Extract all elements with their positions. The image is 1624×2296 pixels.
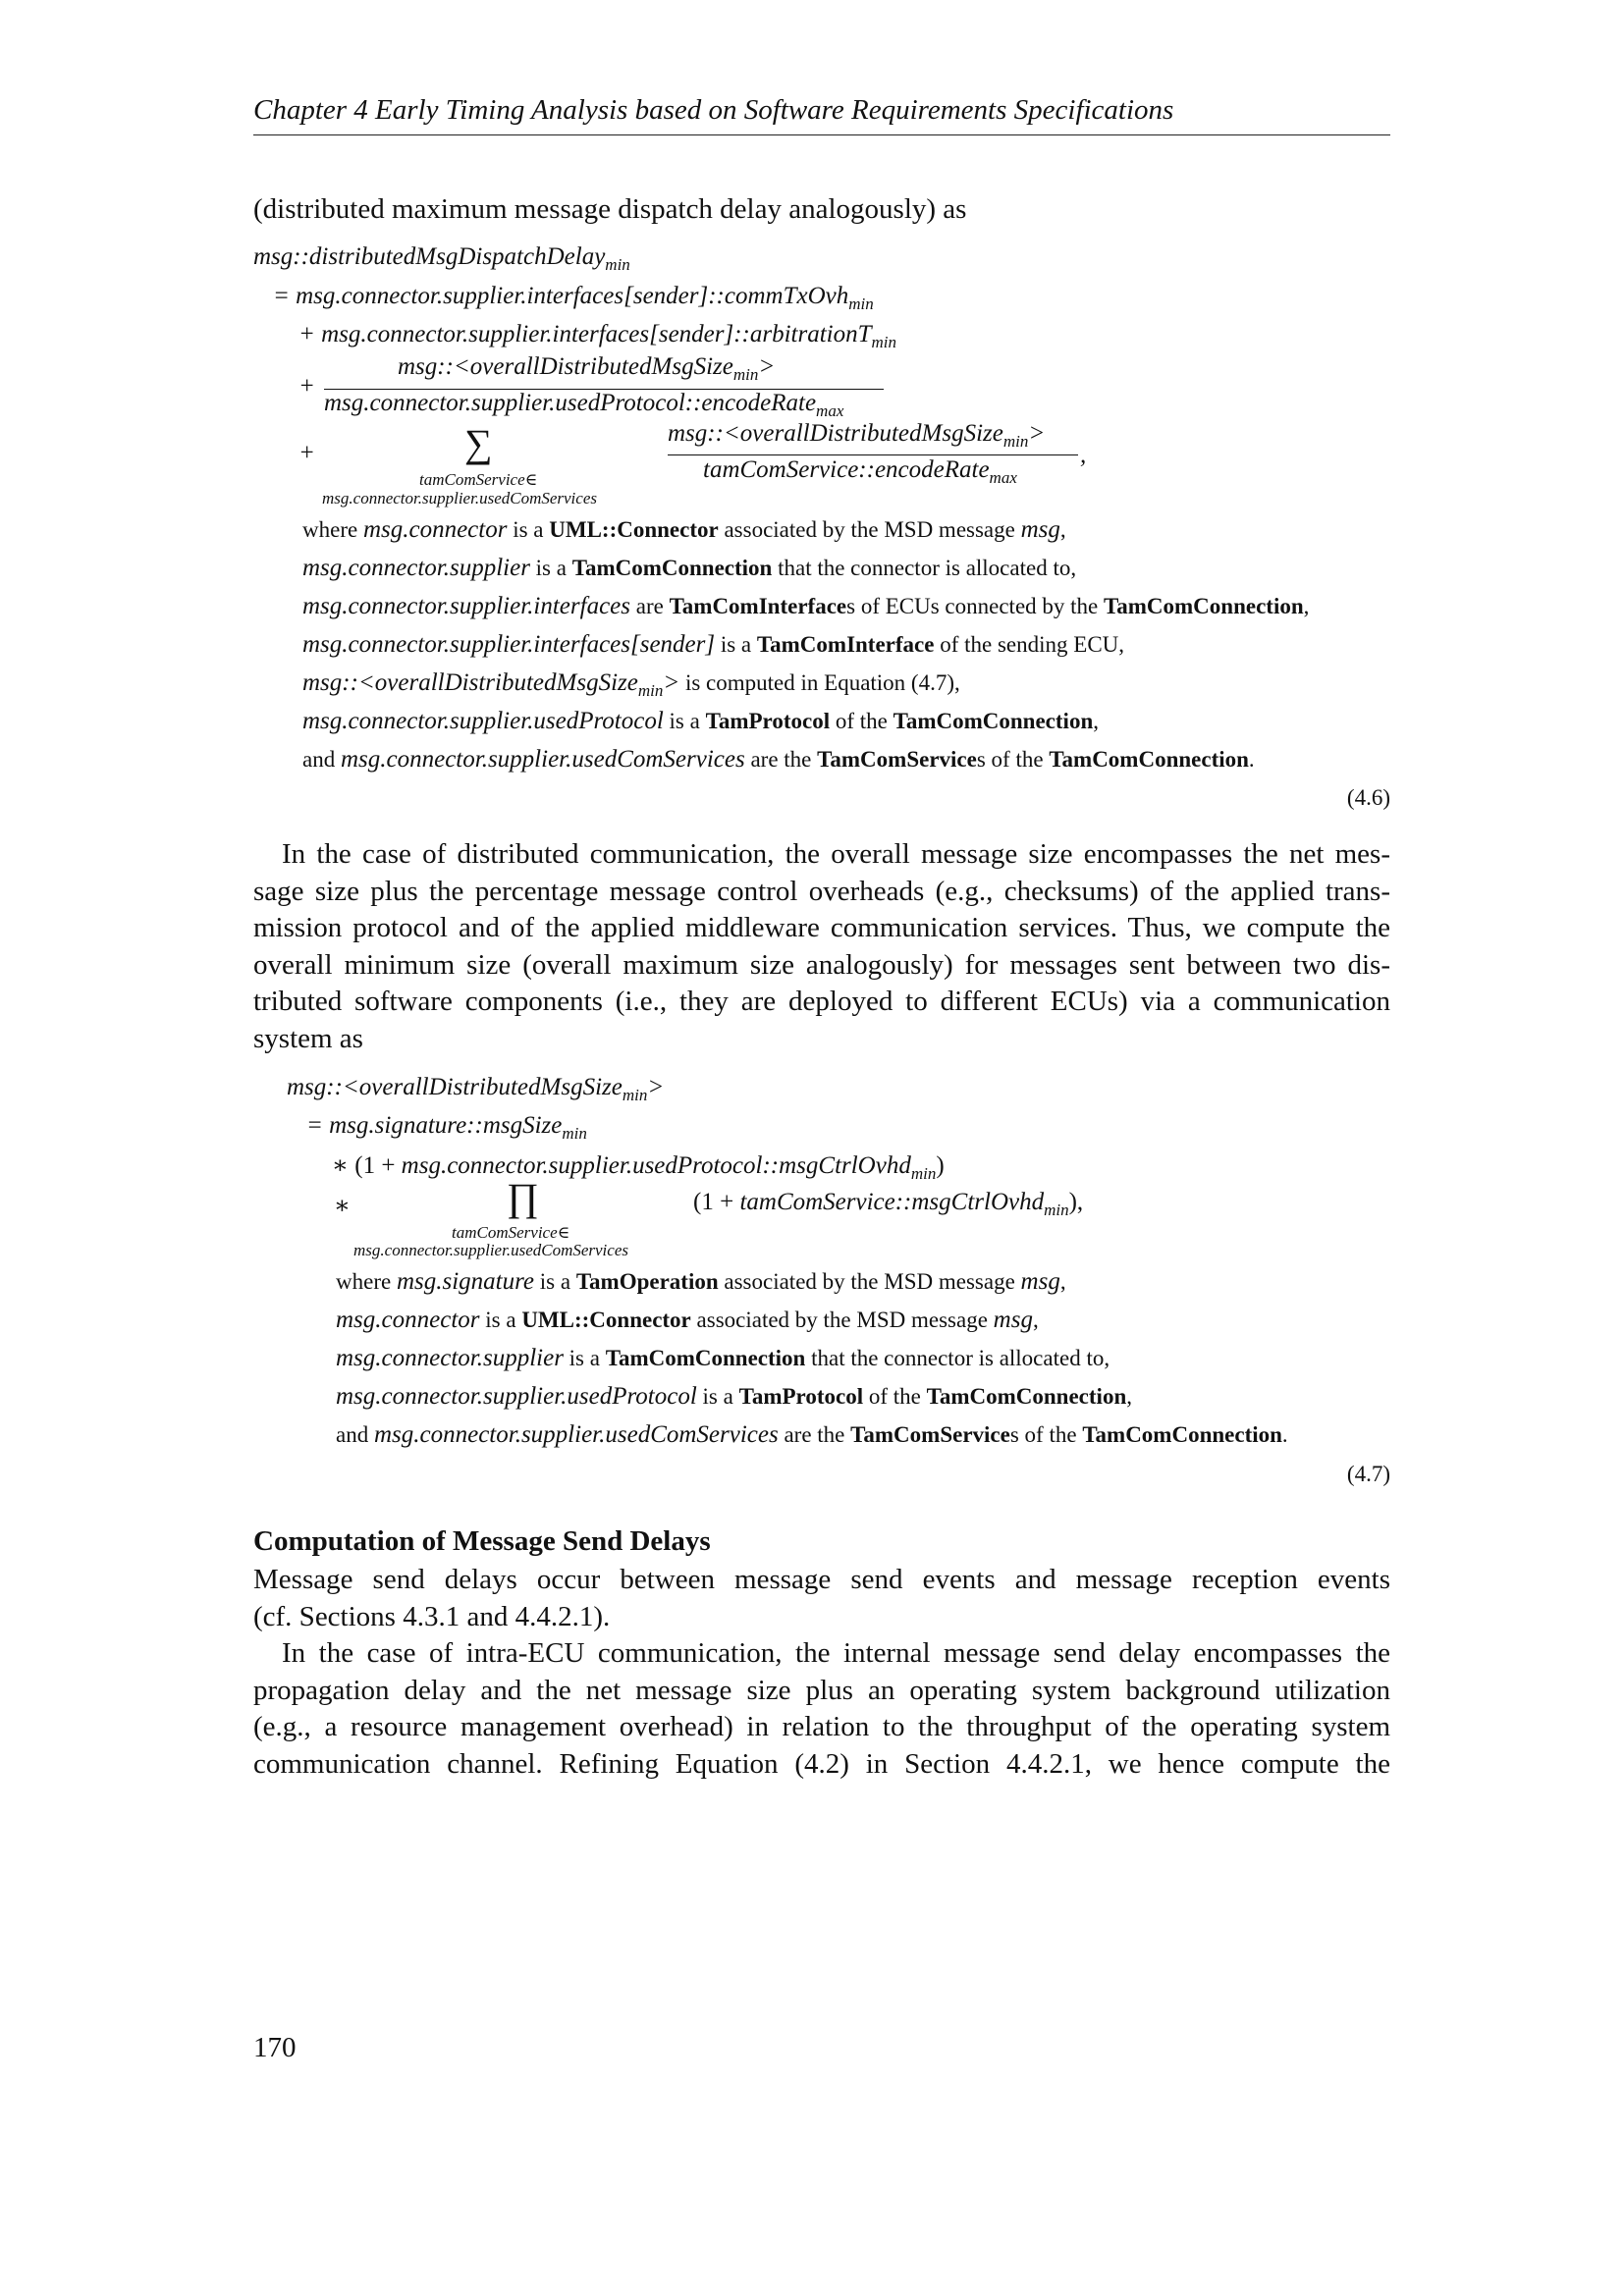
para2-line: Message send delays occur between message send events and message reception events <box>253 1564 1390 1595</box>
eq46-sum-lower-2: msg.connector.supplier.usedComServices <box>322 489 597 507</box>
eq47-where-line-1: where msg.signature is a TamOperation associated by the MSD message msg, <box>336 1268 1066 1295</box>
eq46-lhs: msg::distributedMsgDispatchDelay$_{min}$ <box>253 243 630 274</box>
eq46-comma: , <box>1080 442 1087 468</box>
eq46-where-line-7: and msg.connector.supplier.usedComServices are the TamComServices of the TamComConnection. <box>302 746 1255 773</box>
eq46-frac2-denominator: tamComService::encodeRate$_{max}$ <box>703 456 1017 487</box>
eq47-where-line-5: and msg.connector.supplier.usedComServices are the TamComServices of the TamComConnection. <box>336 1421 1288 1448</box>
eq46-plus-2: + <box>298 440 315 466</box>
eq46-sum-symbol: ∑ <box>464 421 493 465</box>
para1-line: system as <box>253 1022 363 1054</box>
paragraph-intra-ecu <box>253 1635 1390 1783</box>
running-head: Chapter 4 Early Timing Analysis based on Software Requirements Specifications <box>253 94 1174 126</box>
eq47-where-line-4: msg.connector.supplier.usedProtocol is a TamProtocol of the TamComConnection, <box>336 1383 1132 1410</box>
para1-line: sage size plus the percentage message control overheads (e.g., checksums) of the applied trans- <box>253 875 1390 907</box>
eq47-where-line-3: msg.connector.supplier is a TamComConnection that the connector is allocated to, <box>336 1345 1110 1371</box>
eq47-product-lower-1: tamComService∈ <box>452 1223 570 1242</box>
eq46-term2: + msg.connector.supplier.interfaces[sender]::arbitrationT$_{min}$ <box>298 321 897 351</box>
eq46-number: (4.6) <box>1346 785 1390 810</box>
eq47-product-lower-2: msg.connector.supplier.usedComServices <box>353 1241 628 1259</box>
page-number: 170 <box>253 2032 297 2063</box>
para1-line: mission protocol and of the applied middleware communication services. Thus, we compute the <box>253 912 1390 944</box>
eq47-product-symbol: ∏ <box>507 1175 539 1219</box>
eq47-star: ∗ <box>334 1193 351 1219</box>
para3-line: propagation delay and the net message size plus an operating system background utilization <box>253 1674 1390 1706</box>
paragraph-overall-msg-size <box>253 836 1390 1058</box>
eq47-lhs: msg::<overallDistributedMsgSize$_{min}$> <box>287 1074 665 1104</box>
para2-line: (cf. Sections 4.3.1 and 4.4.2.1). <box>253 1600 611 1632</box>
eq46-frac1-numerator: msg::<overallDistributedMsgSize$_{min}$> <box>398 353 776 384</box>
eq46-sum-lower-1: tamComService∈ <box>419 470 538 489</box>
para1-line: overall minimum size (overall maximum size analogously) for messages sent between two dis- <box>253 948 1390 981</box>
eq46-frac1-denominator: msg.connector.supplier.usedProtocol::encodeRate$_{max}$ <box>324 390 844 420</box>
eq46-where-line-1: where msg.connector is a UML::Connector associated by the MSD message msg, <box>302 516 1066 543</box>
header-rule <box>253 134 1390 135</box>
eq47-term3: (1 + tamComService::msgCtrlOvhd$_{min}$), <box>693 1189 1084 1219</box>
para3-line: communication channel. Refining Equation (4.2) in Section 4.4.2.1, we hence compute the <box>253 1747 1390 1780</box>
paragraph-send-delays <box>253 1562 1390 1635</box>
section-heading: Computation of Message Send Delays <box>253 1525 711 1557</box>
para1-line: In the case of distributed communication, the overall message size encompasses the net mes- <box>282 838 1390 870</box>
eq46-plus-1: + <box>298 373 315 400</box>
eq46-frac2-numerator: msg::<overallDistributedMsgSize$_{min}$> <box>668 420 1046 451</box>
eq46-where-line-5: msg::<overallDistributedMsgSize$_{min}$> is computed in Equation (4.7), <box>302 669 960 700</box>
eq47-where-line-2: msg.connector is a UML::Connector associated by the MSD message msg, <box>336 1307 1039 1333</box>
eq46-term1: = msg.connector.supplier.interfaces[sender]::commTxOvh$_{min}$ <box>273 283 874 313</box>
eq46-where-line-2: msg.connector.supplier is a TamComConnection that the connector is allocated to, <box>302 555 1077 581</box>
eq46-where-line-6: msg.connector.supplier.usedProtocol is a TamProtocol of the TamComConnection, <box>302 708 1099 734</box>
eq46-where-line-3: msg.connector.supplier.interfaces are TamComInterfaces of ECUs connected by the TamComConnection, <box>302 593 1310 619</box>
para1-line: tributed software components (i.e., they are deployed to different ECUs) via a communication <box>253 986 1390 1018</box>
para3-line: In the case of intra-ECU communication, the internal message send delay encompasses the <box>282 1637 1390 1669</box>
eq47-term1: = msg.signature::msgSize$_{min}$ <box>306 1112 587 1143</box>
eq46-where-line-4: msg.connector.supplier.interfaces[sender] is a TamComInterface of the sending ECU, <box>302 631 1125 658</box>
eq47-term2: ∗ (1 + msg.connector.supplier.usedProtocol::msgCtrlOvhd$_{min}$) <box>332 1152 945 1183</box>
para3-line: (e.g., a resource management overhead) in relation to the throughput of the operating system <box>253 1711 1390 1743</box>
eq47-number: (4.7) <box>1346 1462 1390 1486</box>
intro-line: (distributed maximum message dispatch delay analogously) as <box>253 193 967 225</box>
